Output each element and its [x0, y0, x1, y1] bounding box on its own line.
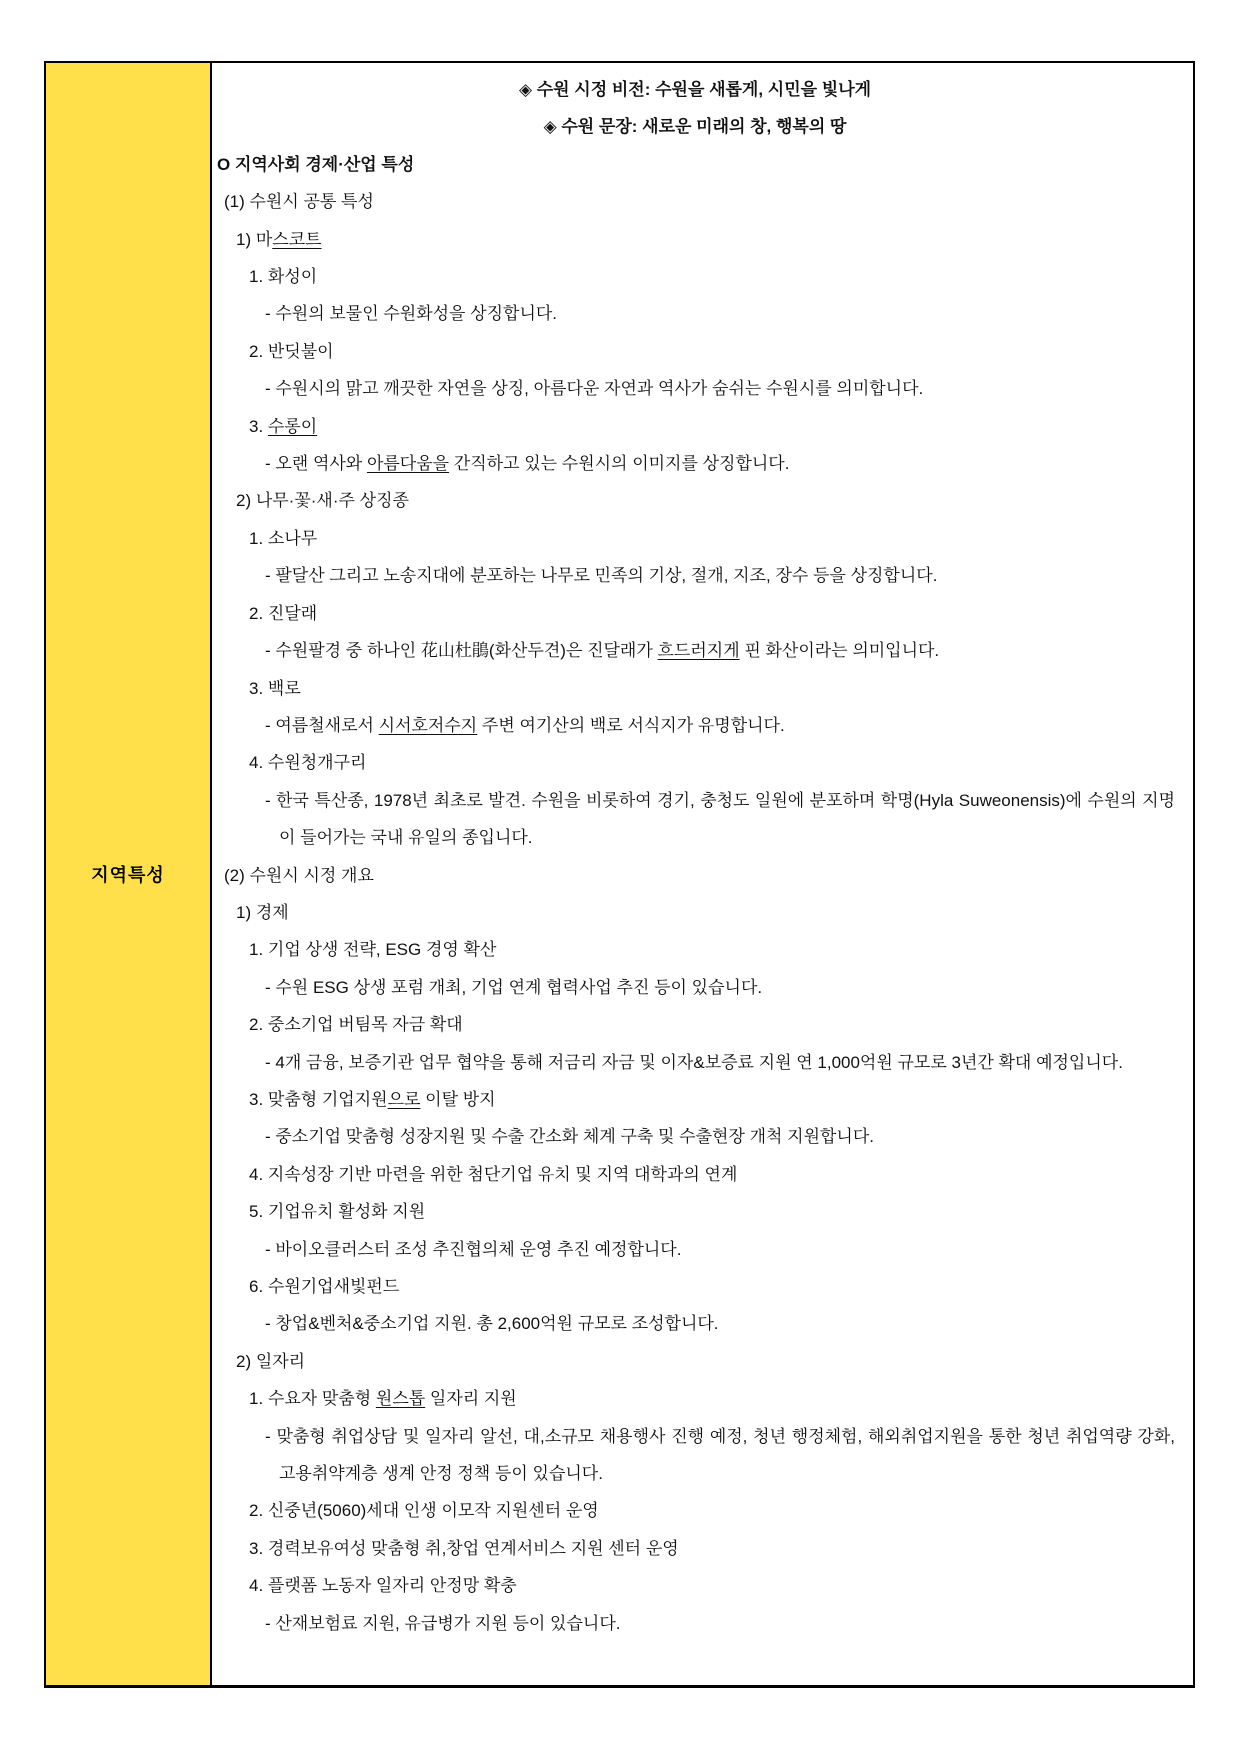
content-line: - 오랜 역사와 아름다움을 간직하고 있는 수원시의 이미지를 상징합니다. — [265, 454, 790, 474]
content-line: - 중소기업 맞춤형 성장지원 및 수출 간소화 체계 구축 및 수출현장 개척 지원합니다. — [265, 1127, 874, 1147]
vision-line: ◈ 수원 시정 비전: 수원을 새롭게, 시민을 빛나게 — [518, 80, 872, 99]
motto-line: ◈ 수원 문장: 새로운 미래의 창, 행복의 땅 — [543, 117, 847, 137]
content-line: 2) 나무·꽃·새·주 상징종 — [236, 491, 409, 511]
content-line: - 수원 ESG 상생 포럼 개최, 기업 연계 협력사업 추진 등이 있습니다. — [265, 977, 763, 997]
content-line: 2) 일자리 — [236, 1351, 306, 1371]
content-lines — [215, 146, 1175, 1642]
content-line: 1) 마스코트 — [236, 229, 322, 249]
content-line: 3. 맞춤형 기업지원으로 이탈 방지 — [249, 1089, 496, 1109]
content-line: 1) 경제 — [236, 902, 289, 922]
content-line: - 수원시의 맑고 깨끗한 자연을 상징, 아름다운 자연과 역사가 숨쉬는 수원시를 의미합니다. — [265, 379, 924, 399]
content-line: O 지역사회 경제·산업 특성 — [217, 154, 415, 174]
content-line: - 산재보험료 지원, 유급병가 지원 등이 있습니다. — [265, 1613, 621, 1633]
content-line: - 수원의 보물인 수원화성을 상징합니다. — [265, 304, 558, 324]
content-line: 2. 중소기업 버팀목 자금 확대 — [249, 1015, 463, 1035]
content-line: (2) 수원시 시정 개요 — [224, 865, 374, 885]
content-line: - 수원팔경 중 하나인 花山杜鵑(화산두견)은 진달래가 흐드러지게 핀 화산이라는 의미입니다. — [265, 641, 940, 661]
content-line: 3. 경력보유여성 맞춤형 취,창업 연계서비스 지원 센터 운영 — [249, 1538, 679, 1558]
content-line: 1. 소나무 — [249, 528, 318, 548]
content-line: - 맞춤형 취업상담 및 일자리 알선, 대,소규모 채용행사 진행 예정, 청년 행정체험, 해외취업지원을 통한 청년 취업역량 강화, 고용취약계층 생계 안정 정책 등이 있습니다. — [265, 1426, 1175, 1484]
content-line: - 바이오클러스터 조성 추진협의체 운영 추진 예정합니다. — [265, 1239, 682, 1259]
content-line: - 4개 금융, 보증기관 업무 협약을 통해 저금리 자금 및 이자&보증료 지원 연 1,000억원 규모로 3년간 확대 예정입니다. — [265, 1052, 1123, 1072]
content-line: 1. 기업 상생 전략, ESG 경영 확산 — [249, 940, 497, 960]
content-line: 4. 지속성장 기반 마련을 위한 첨단기업 유치 및 지역 대학과의 연계 — [249, 1164, 738, 1184]
content-line: 1. 화성이 — [249, 267, 318, 287]
region-characteristics-table — [44, 61, 1195, 1688]
content-line: - 창업&벤처&중소기업 지원. 총 2,600억원 규모로 조성합니다. — [265, 1314, 719, 1334]
content-line: 2. 진달래 — [249, 603, 318, 623]
content-line: - 여름철새로서 시서호저수지 주변 여기산의 백로 서식지가 유명합니다. — [265, 715, 785, 735]
row-label: 지역특성 — [91, 865, 165, 885]
content-line: 1. 수요자 맞춤형 원스톱 일자리 지원 — [249, 1389, 517, 1409]
content-line: 4. 수원청개구리 — [249, 753, 367, 773]
content-line: 3. 수롱이 — [249, 416, 318, 436]
content-line: - 한국 특산종, 1978년 최초로 발견. 수원을 비롯하여 경기, 충청도 일원에 분포하며 학명(Hyla Suweonensis)에 수원의 지명이 들어가는 국내 유일의 종입니다. — [265, 790, 1175, 848]
content-line: 2. 신중년(5060)세대 인생 이모작 지원센터 운영 — [249, 1501, 599, 1521]
content-line: - 팔달산 그리고 노송지대에 분포하는 나무로 민족의 기상, 절개, 지조, 장수 등을 상징합니다. — [265, 566, 938, 586]
content-line: 5. 기업유치 활성화 지원 — [249, 1202, 426, 1222]
content-line: 6. 수원기업새빛펀드 — [249, 1277, 400, 1296]
content-line: 3. 백로 — [249, 678, 301, 698]
content-line: 4. 플랫폼 노동자 일자리 안정망 확충 — [249, 1576, 517, 1596]
content-cell — [212, 63, 1193, 1685]
content-line: (1) 수원시 공통 특성 — [224, 192, 374, 212]
row-label-cell — [46, 63, 212, 1685]
content-line: 2. 반딧불이 — [249, 341, 334, 361]
